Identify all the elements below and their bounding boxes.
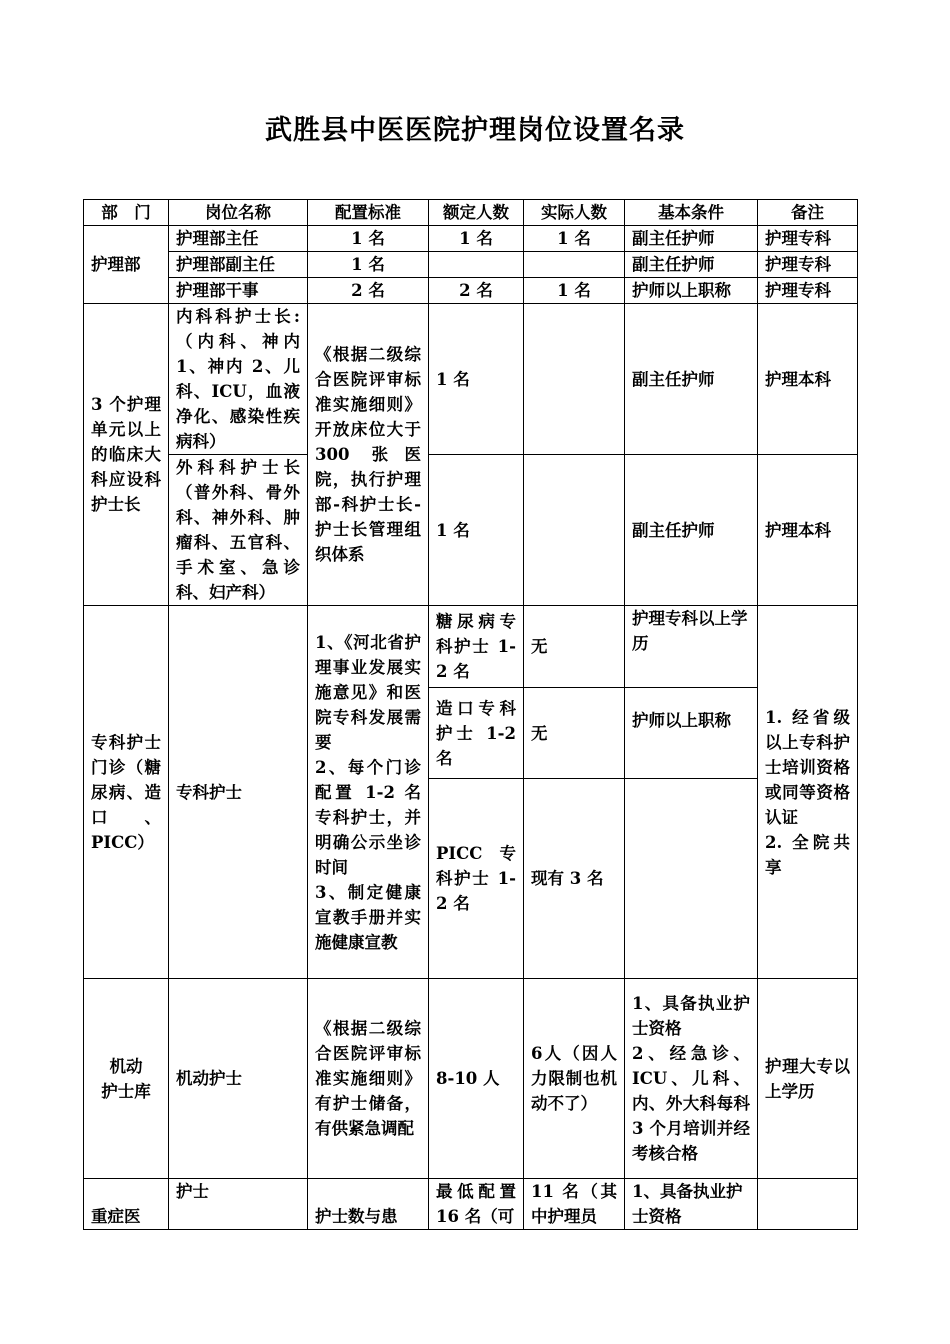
quota-cell: 最低配置 16 名（可: [429, 1179, 524, 1230]
header-cell: 额定人数: [429, 200, 524, 226]
condition-cell: 副主任护师: [625, 304, 758, 455]
note-cell: 护理专科: [758, 252, 858, 278]
std-cell: 1 名: [308, 226, 429, 252]
header-cell: 配置标准: [308, 200, 429, 226]
post-cell: 专科护士: [169, 606, 308, 979]
note-cell: 护理本科: [758, 455, 858, 606]
actual-cell: 11 名（其中护理员: [524, 1179, 625, 1230]
condition-cell: 护理专科以上学历: [625, 606, 758, 688]
post-cell: 护士: [169, 1179, 308, 1230]
nursing-post-table: [83, 199, 858, 1230]
post-cell: 护理部干事: [169, 278, 308, 304]
header-cell: 岗位名称: [169, 200, 308, 226]
note-cell: 护理专科: [758, 226, 858, 252]
header-cell: 实际人数: [524, 200, 625, 226]
page-title: 武胜县中医医院护理岗位设置名录: [265, 115, 685, 146]
quota-cell: 1 名: [429, 304, 524, 455]
note-cell: [758, 1179, 858, 1230]
table-row: [84, 606, 858, 688]
post-cell: 护理部副主任: [169, 252, 308, 278]
quota-cell: 造口专科护士 1-2 名: [429, 688, 524, 779]
dept-cell: 机动 护士库: [84, 979, 169, 1179]
post-cell: 护理部主任: [169, 226, 308, 252]
actual-cell: 无: [524, 688, 625, 779]
condition-cell: 副主任护师: [625, 226, 758, 252]
header-cell: 部 门: [84, 200, 169, 226]
std-cell: 1 名: [308, 252, 429, 278]
actual-cell: 无: [524, 606, 625, 688]
table-row: [84, 979, 858, 1179]
actual-cell: 现有 3 名: [524, 779, 625, 979]
quota-cell: 糖尿病专科护士 1-2 名: [429, 606, 524, 688]
table-row: [84, 226, 858, 252]
dept-cell: 护理部: [84, 226, 169, 304]
note-cell: 护理本科: [758, 304, 858, 455]
std-cell: 护士数与患: [308, 1179, 429, 1230]
quota-cell: 1 名: [429, 455, 524, 606]
condition-cell: [625, 779, 758, 979]
condition-cell: 1、具备执业护士资格 2、经急诊、ICU、儿科、内、外大科每科 3 个月培训并经考核合格: [625, 979, 758, 1179]
actual-cell: 1 名: [524, 226, 625, 252]
post-cell: 机动护士: [169, 979, 308, 1179]
dept-cell: 专科护士门诊（糖尿病、造口、PICC）: [84, 606, 169, 979]
header-cell: 备注: [758, 200, 858, 226]
post-cell: 内科科护士长:（内科、神内 1、神内 2、儿科、ICU，血液净化、感染性疾病科）: [169, 304, 308, 455]
actual-cell: [524, 455, 625, 606]
header-cell: 基本条件: [625, 200, 758, 226]
post-cell: 外科科护士长（普外科、骨外科、神外科、肿瘤科、五官科、手术室、急诊科、妇产科）: [169, 455, 308, 606]
std-cell: 2 名: [308, 278, 429, 304]
quota-cell: 2 名: [429, 278, 524, 304]
std-cell: 《根据二级综合医院评审标准实施细则》有护士储备，有供紧急调配: [308, 979, 429, 1179]
note-cell: 1. 经省级以上专科护士培训资格或同等资格认证 2. 全院共享: [758, 606, 858, 979]
quota-cell: [429, 252, 524, 278]
table-row: [84, 304, 858, 455]
condition-cell: 护师以上职称: [625, 688, 758, 779]
table-row: [84, 278, 858, 304]
quota-cell: 1 名: [429, 226, 524, 252]
table-header-row: [84, 200, 858, 226]
dept-cell: 重症医: [84, 1179, 169, 1230]
condition-cell: 副主任护师: [625, 252, 758, 278]
std-cell: 《根据二级综合医院评审标准实施细则》开放床位大于 300 张医院，执行护理部-科护士长-护士长管理组织体系: [308, 304, 429, 606]
table-row: [84, 252, 858, 278]
note-cell: 护理专科: [758, 278, 858, 304]
table-row: [84, 1179, 858, 1230]
actual-cell: [524, 252, 625, 278]
condition-cell: 副主任护师: [625, 455, 758, 606]
actual-cell: 6人（因人力限制也机动不了）: [524, 979, 625, 1179]
quota-cell: PICC 专科护士 1-2 名: [429, 779, 524, 979]
actual-cell: [524, 304, 625, 455]
note-cell: 护理大专以上学历: [758, 979, 858, 1179]
table-row: [84, 455, 858, 606]
condition-cell: 护师以上职称: [625, 278, 758, 304]
condition-cell: 1、具备执业护士资格: [625, 1179, 758, 1230]
std-cell: 1、《河北省护理事业发展实施意见》和医院专科发展需要 2、每个门诊配置 1-2 名专科护士，并明确公示坐诊时间 3、制定健康宣教手册并实施健康宣教: [308, 606, 429, 979]
actual-cell: 1 名: [524, 278, 625, 304]
dept-cell: 3 个护理单元以上的临床大科应设科护士长: [84, 304, 169, 606]
quota-cell: 8-10 人: [429, 979, 524, 1179]
